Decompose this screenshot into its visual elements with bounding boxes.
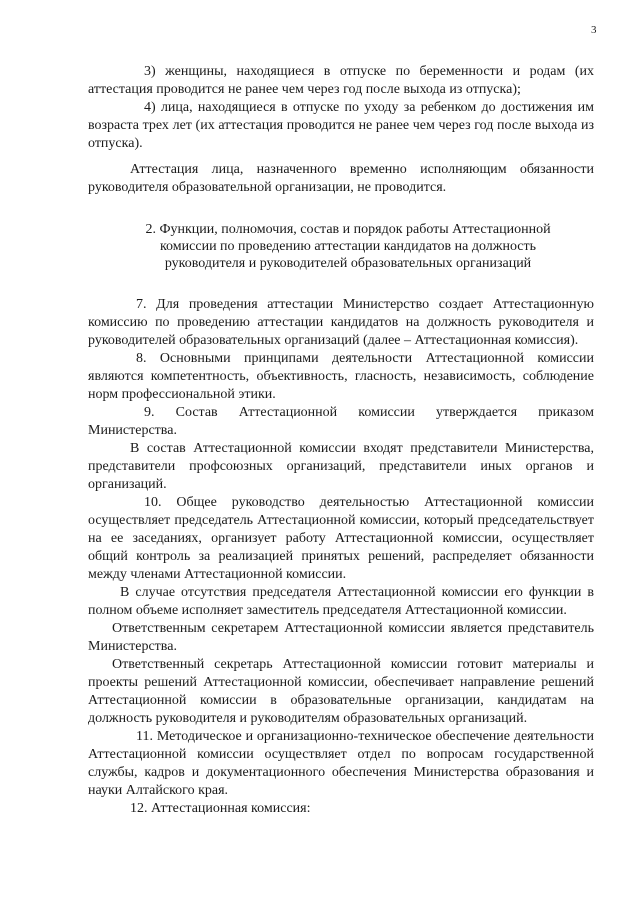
- paragraph-secretary: Ответственным секретарем Аттестационной комиссии является представитель Министерства.: [88, 621, 594, 654]
- paragraph-9: 9. Состав Аттестационной комиссии утверждается приказом Министерства.: [88, 405, 594, 438]
- document-body: [88, 63, 594, 818]
- page-number: 3: [591, 24, 597, 36]
- paragraph-10: 10. Общее руководство деятельностью Аттестационной комиссии осуществляет председатель Аттестационной комиссии, который председательствует на ее заседаниях, организует работу Аттестационной комиссии, осуществляет общий контроль за реализацией принятых решений, распределяет обязанности между членами Аттестационной комиссии.: [88, 495, 594, 582]
- paragraph-composition: В состав Аттестационной комиссии входят представители Министерства, представители профсоюзных организаций, представители иных органов и организаций.: [88, 441, 594, 492]
- paragraph-11: 11. Методическое и организационно-техническое обеспечение деятельности Аттестационной комиссии осуществляет отдел по вопросам государственной службы, кадров и документационного обеспечения Министерства образования и науки Алтайского края.: [88, 729, 594, 798]
- paragraph-chair-absence: В случае отсутствия председателя Аттестационной комиссии его функции в полном объеме исполняет заместитель председателя Аттестационной комиссии.: [88, 585, 594, 618]
- section-heading: 2. Функции, полномочия, состав и порядок работы Аттестационной комиссии по проведению аттестации кандидатов на должность руководителя и руководителей образовательных организаций: [145, 222, 551, 271]
- paragraph-8: 8. Основными принципами деятельности Аттестационной комиссии являются компетентность, объективность, гласность, независимость, соблюдение норм профессиональной этики.: [88, 351, 594, 402]
- paragraph-acting-head: Аттестация лица, назначенного временно исполняющим обязанности руководителя образовательной организации, не проводится.: [88, 162, 594, 195]
- paragraph-item-4: 4) лица, находящиеся в отпуске по уходу за ребенком до достижения им возраста трех лет (их аттестация проводится не ранее чем через год после выхода из отпуска).: [88, 100, 594, 151]
- paragraph-7: 7. Для проведения аттестации Министерство создает Аттестационную комиссию по проведению аттестации кандидатов на должность руководителя и руководителей образовательных организаций (далее – Аттестационная комиссия).: [88, 297, 594, 348]
- paragraph-item-3: 3) женщины, находящиеся в отпуске по беременности и родам (их аттестация проводится не ранее чем через год после выхода из отпуска);: [88, 64, 594, 97]
- paragraph-secretary-duties: Ответственный секретарь Аттестационной комиссии готовит материалы и проекты решений Аттестационной комиссии, обеспечивает направление решений Аттестационной комиссии в образовательные организации, кандидатам на должность руководителя и руководителям образовательных организаций.: [88, 657, 594, 726]
- paragraph-12: 12. Аттестационная комиссия:: [130, 801, 311, 816]
